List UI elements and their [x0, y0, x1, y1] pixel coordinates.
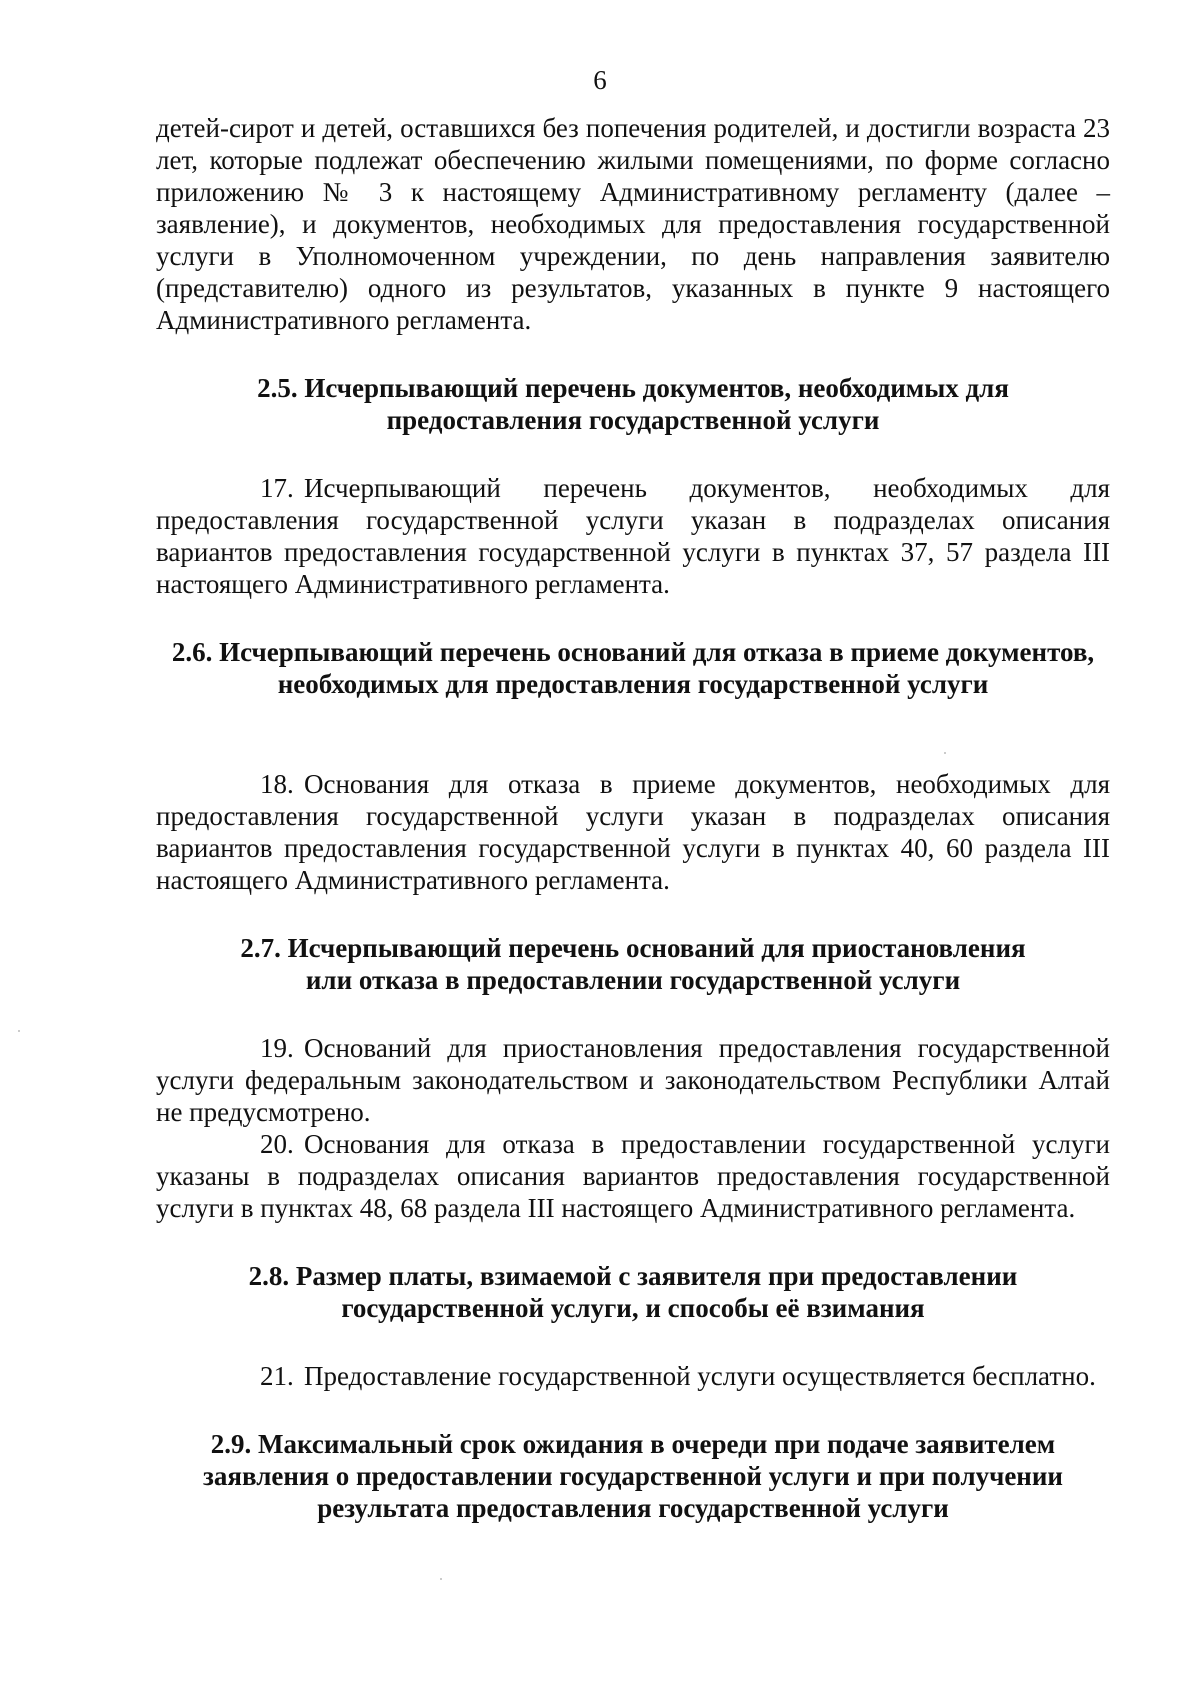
- item-number: 17.: [260, 473, 294, 503]
- item-number: 21.: [260, 1361, 294, 1391]
- item-17: [156, 472, 1110, 600]
- intro-paragraph: детей-сирот и детей, оставшихся без попечения родителей, и достигли возраста 23 лет, которые подлежат обеспечению жилыми помещениями, по форме согласно приложению № 3 к настоящему Административному регламенту (далее – заявление), и документов, необходимых для предоставления государственной услуги в Уполномоченном учреждении, по день направления заявителю (представителю) одного из результатов, указанных в пункте 9 настоящего Административного регламента.: [156, 113, 1110, 335]
- section-heading-2-8: 2.8. Размер платы, взимаемой с заявителя при предоставлении государственной услуги, и способы её взимания: [248, 1261, 1018, 1323]
- section-heading-2-6: 2.6. Исчерпывающий перечень оснований для отказа в приеме документов, необходимых для предоставления государственной услуги: [171, 637, 1095, 699]
- item-20: [156, 1128, 1110, 1224]
- item-number: 19.: [260, 1033, 294, 1063]
- item-text: Основания для отказа в приеме документов, необходимых для предоставления государственной услуги указан в подразделах описания вариантов предоставления государственной услуги в пунктах 40, 60 раздела III настоящего Административного регламента.: [156, 769, 1110, 895]
- scan-speck: [944, 752, 946, 754]
- scan-speck: [18, 1030, 20, 1032]
- item-21: [156, 1360, 1110, 1392]
- item-number: 20.: [260, 1129, 294, 1159]
- scan-speck: [440, 1578, 442, 1580]
- item-number: 18.: [260, 769, 294, 799]
- page-number: 6: [593, 65, 607, 95]
- item-text: Оснований для приостановления предоставления государственной услуги федеральным законодательством и законодательством Республики Алтай не предусмотрено.: [156, 1033, 1110, 1127]
- item-text: Предоставление государственной услуги осуществляется бесплатно.: [304, 1361, 1096, 1391]
- item-text: Исчерпывающий перечень документов, необходимых для предоставления государственной услуги указан в подразделах описания вариантов предоставления государственной услуги в пунктах 37, 57 раздела III настоящего Административного регламента.: [156, 473, 1110, 599]
- item-18: [156, 768, 1110, 896]
- item-text: Основания для отказа в предоставлении государственной услуги указаны в подразделах описания вариантов предоставления государственной услуги в пунктах 48, 68 раздела III настоящего Административного регламента.: [156, 1129, 1110, 1223]
- section-heading-2-7: 2.7. Исчерпывающий перечень оснований для приостановления или отказа в предоставлении государственной услуги: [240, 933, 1026, 995]
- section-heading-2-9: 2.9. Максимальный срок ожидания в очереди при подаче заявителем заявления о предоставлении государственной услуги и при получении результата предоставления государственной услуги: [203, 1429, 1063, 1523]
- document-body: [156, 112, 1110, 1524]
- item-19: [156, 1032, 1110, 1128]
- section-heading-2-5: 2.5. Исчерпывающий перечень документов, необходимых для предоставления государственной услуги: [257, 373, 1009, 435]
